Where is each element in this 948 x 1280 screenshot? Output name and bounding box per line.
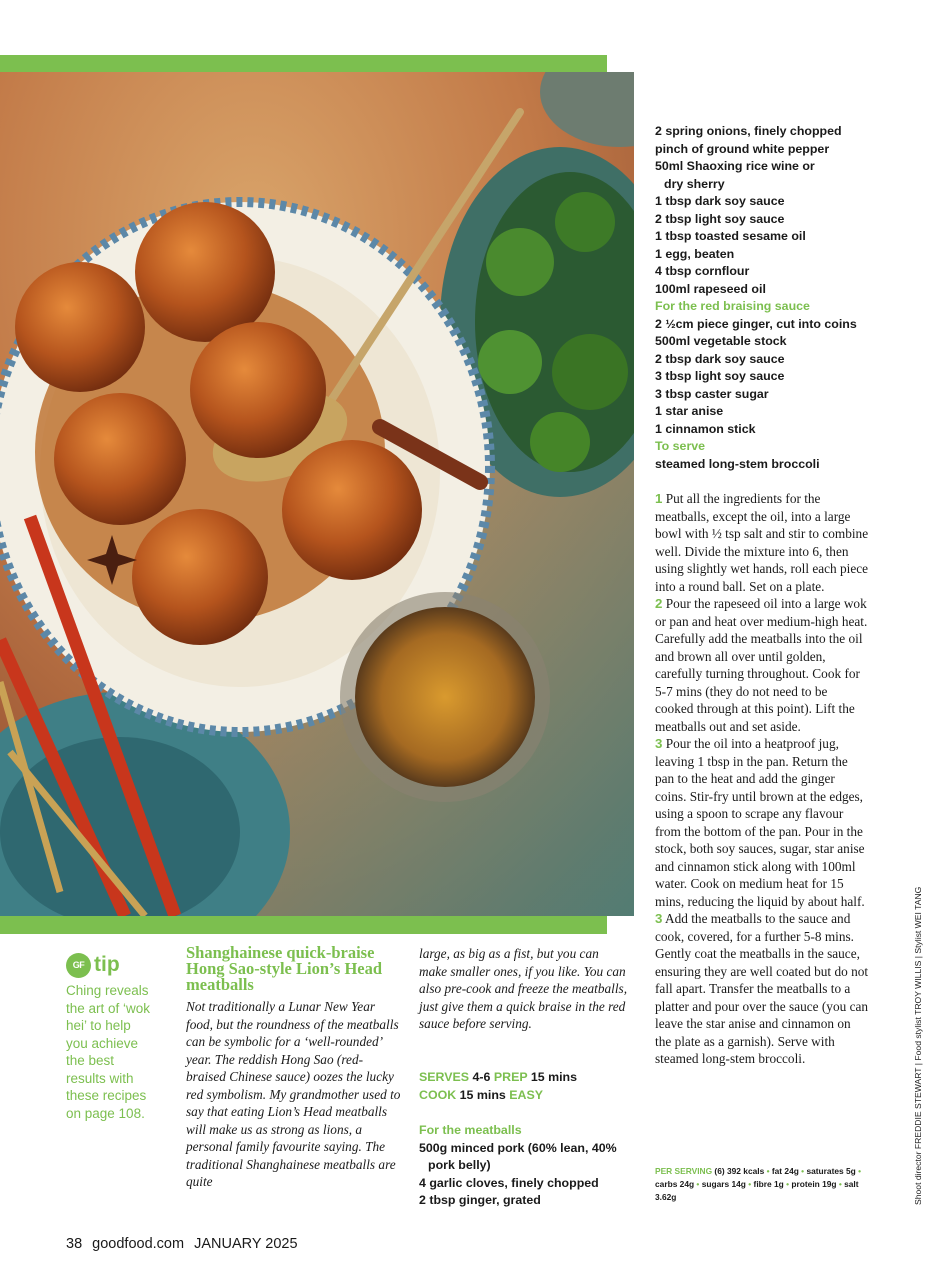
step-number: 3 — [655, 736, 663, 751]
ingredient-item: 500ml vegetable stock — [655, 334, 787, 348]
recipe-photo — [0, 72, 634, 916]
meatball — [135, 202, 275, 342]
difficulty: EASY — [509, 1087, 543, 1102]
photo-credits: Shoot director FREDDIE STEWART | Food stylist TROY WILLIS | Stylist WEI TANG — [913, 886, 923, 1205]
nutrition-item: salt 3.62g — [655, 1179, 859, 1202]
ingredient-item: 1 egg, beaten — [655, 246, 735, 261]
nutrition-info: PER SERVING (6) 392 kcals • fat 24g • saturates 5g • carbs 24g • sugars 14g • fibre 1g • protein 19g • salt 3.62g — [655, 1166, 862, 1202]
site-name: goodfood.com — [92, 1236, 185, 1252]
ingredient-item: 1 star anise — [655, 404, 724, 418]
issue-date: JANUARY 2025 — [194, 1236, 298, 1252]
cook-label: COOK — [419, 1087, 457, 1102]
meatball — [54, 393, 186, 525]
ingredient-item: 2 tbsp dark soy sauce — [655, 351, 785, 366]
ingredient-item: steamed long-stem broccoli — [655, 456, 820, 471]
ingredient-section-heading: For the red braising sauce — [655, 299, 810, 313]
nutrition-item: carbs 24g — [655, 1179, 695, 1189]
method-steps — [655, 490, 869, 1068]
ingredient-item: 1 tbsp toasted sesame oil — [655, 229, 806, 243]
serves-value: 4-6 — [472, 1070, 491, 1084]
method-step — [655, 490, 869, 595]
top-accent-bar — [0, 55, 607, 72]
ingredient-item: 2 tbsp light soy sauce — [655, 211, 785, 226]
page-number: 38 — [66, 1236, 83, 1252]
ingredient-item: 1 cinnamon stick — [655, 421, 756, 436]
step-text: Put all the ingredients for the meatballs, except the oil, into a large bowl with ½ tsp salt and stir to combine well. Divide the mixture into 6, then using slightly wet hands, roll each piece into a round ball. Set on a plate. — [655, 491, 869, 594]
cook-value: 15 mins — [459, 1087, 506, 1102]
meatball — [190, 322, 326, 458]
nutrition-item: (6) 392 kcals — [714, 1166, 765, 1176]
nutrition-item: fibre 1g — [753, 1179, 784, 1189]
nutrition-item: sugars 14g — [701, 1179, 746, 1189]
method-step — [655, 910, 869, 1068]
prep-label: PREP — [493, 1070, 528, 1084]
ingredients-list-left — [419, 1122, 634, 1210]
ingredient-item: 4 tbsp cornflour — [655, 264, 750, 278]
ingredient-section-heading: To serve — [655, 439, 706, 453]
method-step — [655, 595, 869, 735]
ingredient-item: 3 tbsp caster sugar — [655, 386, 769, 401]
prep-value: 15 mins — [530, 1070, 578, 1084]
nutrition-label: PER SERVING — [655, 1166, 713, 1176]
ingredient-item: pinch of ground white pepper — [655, 141, 830, 156]
nutrition-item: fat 24g — [771, 1166, 799, 1176]
method-step — [655, 735, 869, 910]
ingredients-list-right — [655, 123, 895, 473]
ingredient-item: 50ml Shaoxing rice wine or — [655, 159, 815, 173]
recipe-intro: Not traditionally a Lunar New Year food, but the roundness of the meatballs can be symbolic for a ‘well-rounded’ year. The reddish Hong Sao (red-braised Chinese sauce) oozes the lucky red symbolism. My grandmother used to say that eating Lion’s Head meatballs will make us as strong as lions, a personal family favourite saying. The traditional Shanghainese meatballs are quite — [186, 999, 401, 1189]
ingredient-item: dry sherry — [664, 176, 725, 191]
nutrition-item: protein 19g — [791, 1179, 837, 1189]
tip-badge-icon: GF — [66, 953, 91, 978]
meatball — [15, 262, 145, 392]
ingredient-item: 2 ½cm piece ginger, cut into coins — [655, 316, 857, 331]
ingredient-item: 4 garlic cloves, finely chopped — [419, 1175, 599, 1190]
ingredient-section-heading: For the meatballs — [419, 1123, 522, 1137]
tip-box — [66, 950, 156, 1122]
ingredient-item: 2 spring onions, finely chopped — [655, 124, 842, 138]
tip-heading: tip — [94, 953, 120, 976]
meatball — [132, 509, 268, 645]
recipe-meta — [419, 1069, 629, 1104]
tip-text: Ching reveals the art of ‘wok hei’ to help you achieve the best results with these recipes on page 108. — [66, 983, 151, 1121]
ingredient-item: pork belly) — [428, 1158, 491, 1172]
step-number: 2 — [655, 596, 663, 611]
ingredient-item: 1 tbsp dark soy sauce — [655, 194, 785, 208]
step-text: Add the meatballs to the sauce and cook, covered, for a further 5-8 mins. Gently coat the meatballs in the sauce, ensuring they are well coated but do not fall apart. Transfer the meatballs to a platter and pour over the sauce (you can leave the star anise and cinnamon on the plate as a garnish). Serve with steamed long-stem broccoli. — [655, 911, 869, 1066]
serves-label: SERVES — [419, 1070, 470, 1084]
recipe-intro-continued: large, as big as a fist, but you can make smaller ones, if you like. You can also pre-cook and freeze the meatballs, just give them a quick braise in the red sauce before serving. — [419, 946, 628, 1031]
step-text: Pour the oil into a heatproof jug, leaving 1 tbsp in the pan. Return the pan to the heat and add the ginger coins. Stir-fry until brown at the edges, using a spoon to scrape any flavour from the bottom of the pan. Pour in the stock, both soy sauces, sugar, star anise and cinnamon stick along with 100ml water. Cook on medium heat for 15 mins, reducing the liquid by about half. — [655, 736, 865, 909]
step-number: 1 — [655, 491, 663, 506]
ingredient-item: 2 tbsp ginger, grated — [419, 1193, 541, 1207]
ingredient-item: 100ml rapeseed oil — [655, 281, 766, 296]
bottom-accent-bar — [0, 916, 607, 934]
ingredient-item: 500g minced pork (60% lean, 40% — [419, 1140, 617, 1155]
step-number: 3 — [655, 911, 663, 926]
page-footer — [66, 1236, 304, 1252]
recipe-title: Shanghainese quick-braise Hong Sao-style Lion’s Head meatballs — [186, 943, 383, 994]
ingredient-item: 3 tbsp light soy sauce — [655, 369, 785, 383]
meatball — [282, 440, 422, 580]
step-text: Pour the rapeseed oil into a large wok or pan and heat over medium-high heat. Carefully add the meatballs into the oil and brown all over until golden, carefully turning throughout. Cook for 5-7 mins (they do not need to be cooked through at this point). Lift the meatballs out and set aside. — [655, 596, 868, 734]
nutrition-item: saturates 5g — [806, 1166, 856, 1176]
